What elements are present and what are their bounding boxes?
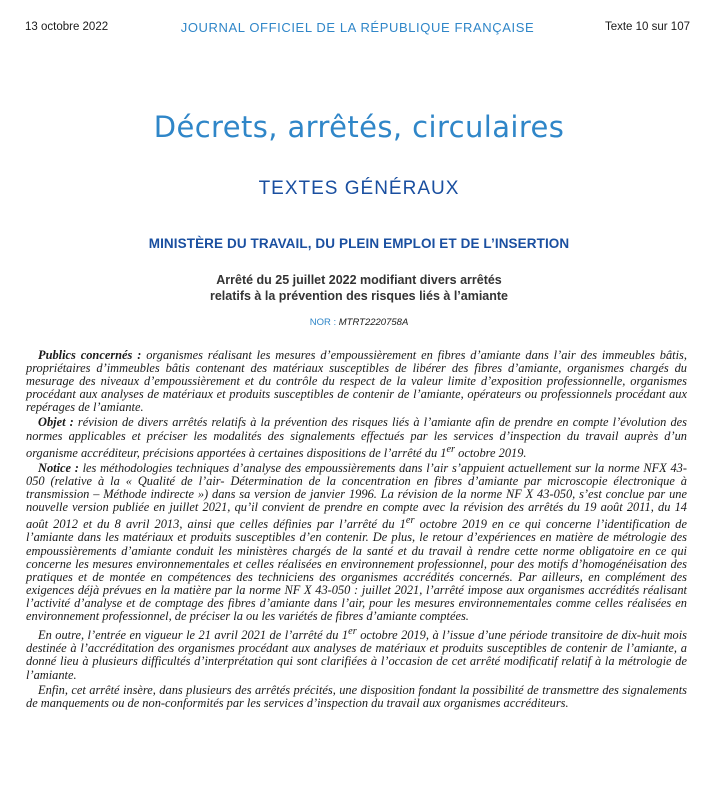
ministry-heading: MINISTÈRE DU TRAVAIL, DU PLEIN EMPLOI ET DE L’INSERTION bbox=[148, 236, 570, 251]
paragraph-enfin bbox=[26, 684, 687, 710]
objet-text: révision de divers arrêtés relatifs à la prévention des risques liés à l’amiante afin de prendre en compte l’évolution des normes applicables et préciser les modalités des signalements effectués par les services d’inspection du travail auprès d’un organisme accréditeur, précisions apportées à certaines dispositions de l’arrêté du 1 bbox=[26, 415, 687, 460]
arrete-title bbox=[0, 272, 718, 304]
section-title: Décrets, arrêtés, circulaires bbox=[153, 110, 565, 144]
section-subtitle: TEXTES GÉNÉRAUX bbox=[258, 178, 460, 199]
objet-label: Objet : bbox=[38, 415, 74, 430]
notice-superscript: er bbox=[405, 515, 415, 527]
en-outre-text-end: octobre 2019, à l’issue d’une période transitoire de dix-huit mois destinée à l’accréditation des organismes procédant aux analyses de matériaux et produits susceptibles de contenir de l’amiante, a donné lieu à plusieurs difficultés d’interprétation qui sont clarifiées à l’occasion de cet arrêté modificatif relatif à la métrologie de l’amiante. bbox=[26, 628, 687, 682]
publics-label: Publics concernés : bbox=[38, 348, 142, 362]
enfin-text: Enfin, cet arrêté insère, dans plusieurs des arrêtés précités, une disposition fondant la possibilité de transmettre des signalements de manquements ou de non-conformités par les services d’inspection du travail aux organismes accréditeurs. bbox=[26, 682, 687, 710]
objet-text-end: octobre 2019. bbox=[455, 445, 527, 460]
paragraph-notice bbox=[26, 462, 687, 623]
decree-summary bbox=[26, 349, 687, 712]
arrete-title-line-1: Arrêté du 25 juillet 2022 modifiant divers arrêtés bbox=[216, 273, 502, 287]
arrete-title-line-2: relatifs à la prévention des risques liés à l’amiante bbox=[209, 289, 509, 303]
notice-text-end: octobre 2019 en ce qui concerne l’identification de l’amiante dans les matériaux et produits susceptibles d’en contenir. De plus, le retour d’expériences en matière de métrologie des empoussièrements d’amiante conduit les ministères chargés de la santé et du travail à rendre cette norme obligatoire en ce qui concerne les mesures environnementales et celles réalisées en environnement professionnel, pour des motifs d’homogénéisation des pratiques et de montée en compétences des techniciens des organismes accrédités concernés. Par ailleurs, en complément des exigences déjà prévues en la matière par la norme NF X 43-050 : juillet 2021, l’arrêté impose aux organismes accrédités réalisant l’activité d’analyse et de comptage des fibres d’amiante dans l’air, pour les mesures environnementales comme celles réalisées en environnement professionnel, de préciser la ou les variétés de fibres d’amiante comptées. bbox=[26, 517, 687, 624]
paragraph-objet bbox=[26, 416, 687, 459]
nor-label: NOR : bbox=[309, 317, 339, 328]
publics-text: organismes réalisant les mesures d’empoussièrement en fibres d’amiante dans l’air des immeubles bâtis, propriétaires d’immeubles bâtis contenant des matériaux susceptibles de libérer des fibres d’amiante, organismes chargés du mesurage des niveaux d’empoussièrement et du contrôle du respect de la valeur limite d’exposition professionnelle, organismes procédant aux analyses de matériaux et produits susceptibles de contenir de l’amiante, opérateurs ou professionnels procédant aux repérages de l’amiante. bbox=[26, 348, 687, 415]
page-header bbox=[25, 21, 690, 39]
paragraph-en-outre bbox=[26, 625, 687, 682]
notice-label: Notice : bbox=[38, 460, 79, 475]
paragraph-publics bbox=[26, 349, 687, 414]
journal-title: JOURNAL OFFICIEL DE LA RÉPUBLIQUE FRANÇAISE bbox=[180, 20, 535, 35]
en-outre-superscript: er bbox=[348, 626, 357, 638]
nor-reference bbox=[0, 317, 718, 328]
publication-date: 13 octobre 2022 bbox=[25, 21, 109, 33]
objet-superscript: er bbox=[446, 443, 456, 455]
text-number: Texte 10 sur 107 bbox=[604, 21, 690, 33]
en-outre-text: En outre, l’entrée en vigueur le 21 avril 2021 de l’arrêté du 1 bbox=[38, 628, 349, 643]
notice-text: les méthodologies techniques d’analyse des empoussièrements dans l’air s’appuient actuellement sur la norme NFX 43-050 (relative à la « Qualité de l’air- Détermination de la concentration en fibres d’amiante par microscopie électronique à transmission – Méthode indirecte ») dans sa version de janvier 1996. La révision de la norme NF X 43-050, s’est conclue par une nouvelle version publiée en juillet 2021, qu’il convient de prendre en compte avec la révision des arrêtés du 19 août 2011, du 14 août 2012 et du 8 avril 2013, ainsi que celles définies par l’arrêté du 1 bbox=[26, 460, 687, 532]
nor-value: MTRT2220758A bbox=[338, 317, 409, 328]
